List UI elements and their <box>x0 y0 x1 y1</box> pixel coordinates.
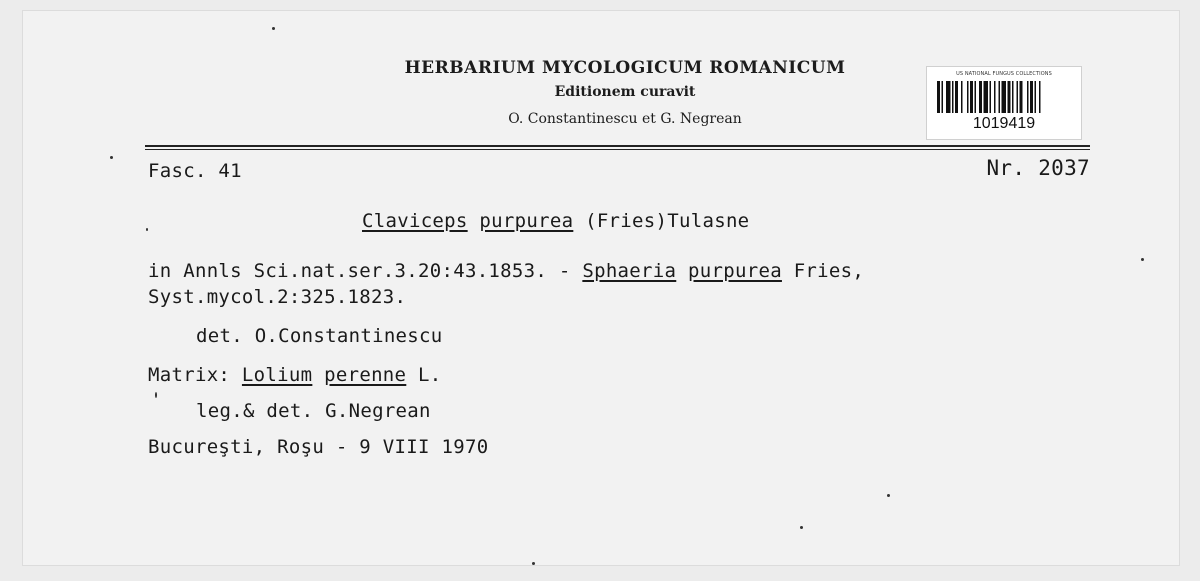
barcode-bar <box>979 81 982 113</box>
species-genus: Claviceps <box>362 210 468 232</box>
matrix-epithet: perenne <box>324 364 407 386</box>
speck <box>155 392 157 398</box>
barcode-bar <box>984 81 989 113</box>
barcode-bar <box>961 81 963 113</box>
barcode-bar <box>1008 81 1011 113</box>
species-name <box>362 210 749 232</box>
header-divider-thin <box>145 149 1090 150</box>
matrix-prefix: Matrix: <box>148 364 242 386</box>
barcode-bar <box>952 81 954 113</box>
barcode-icon <box>937 81 1071 113</box>
fascicle-number: Fasc. 41 <box>148 160 242 182</box>
speck <box>887 494 890 497</box>
barcode-bar <box>990 81 992 113</box>
speck <box>272 27 275 30</box>
locality-date-line: Bucureşti, Roşu - 9 VIII 1970 <box>148 436 489 458</box>
barcode-bar <box>1039 81 1041 113</box>
species-authority: (Fries)Tulasne <box>585 210 750 232</box>
publication-line-1 <box>148 260 864 282</box>
barcode-bar <box>946 81 951 113</box>
barcode-bar <box>970 81 973 113</box>
speck <box>532 562 535 565</box>
barcode-bar <box>967 81 969 113</box>
barcode-bar <box>942 81 944 113</box>
publication-line-2: Syst.mycol.2:325.1823. <box>148 286 407 308</box>
species-epithet: purpurea <box>479 210 574 232</box>
collector-line: leg.& det. G.Negrean <box>196 400 431 422</box>
synonym-genus: Sphaeria <box>582 260 677 282</box>
exsiccata-number: Nr. 2037 <box>986 156 1090 180</box>
header-divider <box>145 145 1090 147</box>
barcode-bar <box>1017 81 1019 113</box>
herbarium-subtitle: Editionem curavit <box>554 84 696 100</box>
barcode-sticker <box>926 66 1082 140</box>
barcode-number: 1019419 <box>972 115 1036 132</box>
barcode-bar <box>1020 81 1023 113</box>
barcode-bar <box>999 81 1001 113</box>
synonym-epithet: purpurea <box>688 260 782 282</box>
herbarium-title: HERBARIUM MYCOLOGICUM ROMANICUM <box>404 58 846 78</box>
speck <box>146 228 148 231</box>
barcode-caption: US NATIONAL FUNGUS COLLECTIONS <box>956 71 1052 77</box>
synonym-authority: Fries, <box>793 260 865 282</box>
barcode-bar <box>1030 81 1033 113</box>
herbarium-editors: O. Constantinescu et G. Negrean <box>508 111 742 127</box>
barcode-bar <box>994 81 996 113</box>
determiner-line: det. O.Constantinescu <box>196 325 443 347</box>
matrix-genus: Lolium <box>241 364 313 386</box>
matrix-line <box>148 364 442 386</box>
barcode-bar <box>1012 81 1014 113</box>
speck <box>1141 258 1144 261</box>
matrix-authority: L. <box>418 364 442 386</box>
barcode-bar <box>937 81 940 113</box>
speck <box>110 156 113 159</box>
barcode-bar <box>1035 81 1037 113</box>
barcode-bar <box>1027 81 1029 113</box>
barcode-bar <box>1002 81 1007 113</box>
publication-prefix: in Annls Sci.nat.ser.3.20:43.1853. - <box>148 260 583 282</box>
barcode-bar <box>975 81 977 113</box>
speck <box>800 526 803 529</box>
barcode-bar <box>955 81 958 113</box>
